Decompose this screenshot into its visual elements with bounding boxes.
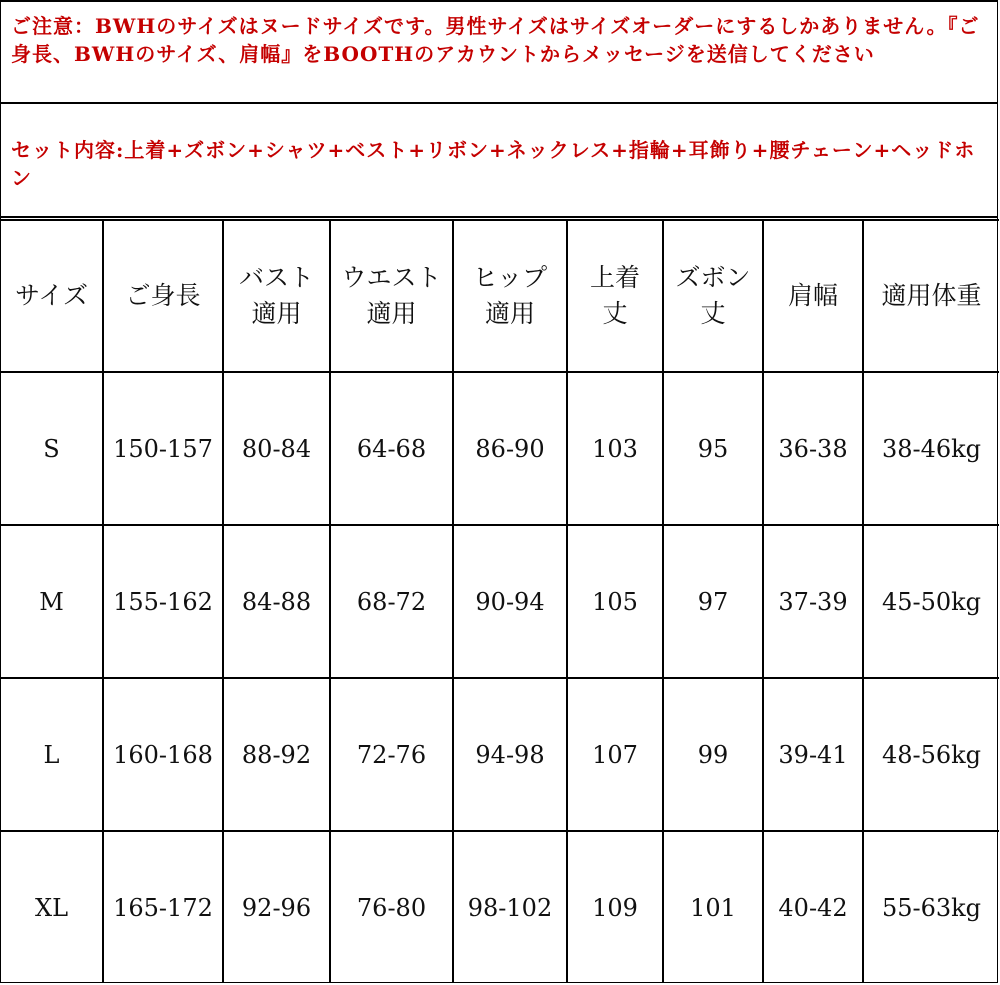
header-bust: バスト 適用 xyxy=(223,220,330,372)
cell-size: XL xyxy=(1,831,103,983)
cell-hip: 90-94 xyxy=(453,525,567,678)
table-row-s xyxy=(1,372,999,525)
cell-pants-length: 101 xyxy=(663,831,763,983)
header-size: サイズ xyxy=(1,220,103,372)
header-jacket-length: 上着 丈 xyxy=(567,220,663,372)
cell-bust: 88-92 xyxy=(223,678,330,831)
header-hip: ヒップ 適用 xyxy=(453,220,567,372)
table-row-m xyxy=(1,525,999,678)
cell-waist: 72-76 xyxy=(330,678,453,831)
cell-hip: 86-90 xyxy=(453,372,567,525)
cell-height: 160-168 xyxy=(103,678,223,831)
cell-jacket-length: 107 xyxy=(567,678,663,831)
cell-pants-length: 95 xyxy=(663,372,763,525)
header-pants-length: ズボン 丈 xyxy=(663,220,763,372)
cell-bust: 80-84 xyxy=(223,372,330,525)
cell-bust: 92-96 xyxy=(223,831,330,983)
cell-jacket-length: 109 xyxy=(567,831,663,983)
header-weight: 適用体重 xyxy=(863,220,999,372)
cell-shoulder-width: 40-42 xyxy=(763,831,863,983)
cell-hip: 98-102 xyxy=(453,831,567,983)
cell-size: L xyxy=(1,678,103,831)
cell-height: 155-162 xyxy=(103,525,223,678)
set-contents-notice: セット内容:上着+ズボン+シャツ+ベスト+リボン+ネックレス+指輪+耳飾り+腰チェーン+ヘッドホン xyxy=(1,106,997,218)
cell-bust: 84-88 xyxy=(223,525,330,678)
cell-waist: 64-68 xyxy=(330,372,453,525)
cell-pants-length: 99 xyxy=(663,678,763,831)
cell-shoulder-width: 36-38 xyxy=(763,372,863,525)
size-table xyxy=(1,219,999,983)
table-row-xl xyxy=(1,831,999,983)
cell-jacket-length: 105 xyxy=(567,525,663,678)
cell-size: S xyxy=(1,372,103,525)
cell-waist: 76-80 xyxy=(330,831,453,983)
table-header-row xyxy=(1,220,999,372)
cell-height: 165-172 xyxy=(103,831,223,983)
cell-shoulder-width: 37-39 xyxy=(763,525,863,678)
table-row-l xyxy=(1,678,999,831)
cell-size: M xyxy=(1,525,103,678)
header-waist: ウエスト 適用 xyxy=(330,220,453,372)
cell-height: 150-157 xyxy=(103,372,223,525)
header-height: ご身長 xyxy=(103,220,223,372)
cell-weight: 38-46kg xyxy=(863,372,999,525)
cell-hip: 94-98 xyxy=(453,678,567,831)
cell-weight: 48-56kg xyxy=(863,678,999,831)
cell-waist: 68-72 xyxy=(330,525,453,678)
header-shoulder-width: 肩幅 xyxy=(763,220,863,372)
caution-notice: ご注意：BWHのサイズはヌードサイズです。男性サイズはサイズオーダーにするしかありません。『ご身長、BWHのサイズ、肩幅』をBOOTHのアカウントからメッセージを送信してください xyxy=(1,12,997,104)
cell-pants-length: 97 xyxy=(663,525,763,678)
cell-weight: 45-50kg xyxy=(863,525,999,678)
cell-shoulder-width: 39-41 xyxy=(763,678,863,831)
cell-weight: 55-63kg xyxy=(863,831,999,983)
cell-jacket-length: 103 xyxy=(567,372,663,525)
